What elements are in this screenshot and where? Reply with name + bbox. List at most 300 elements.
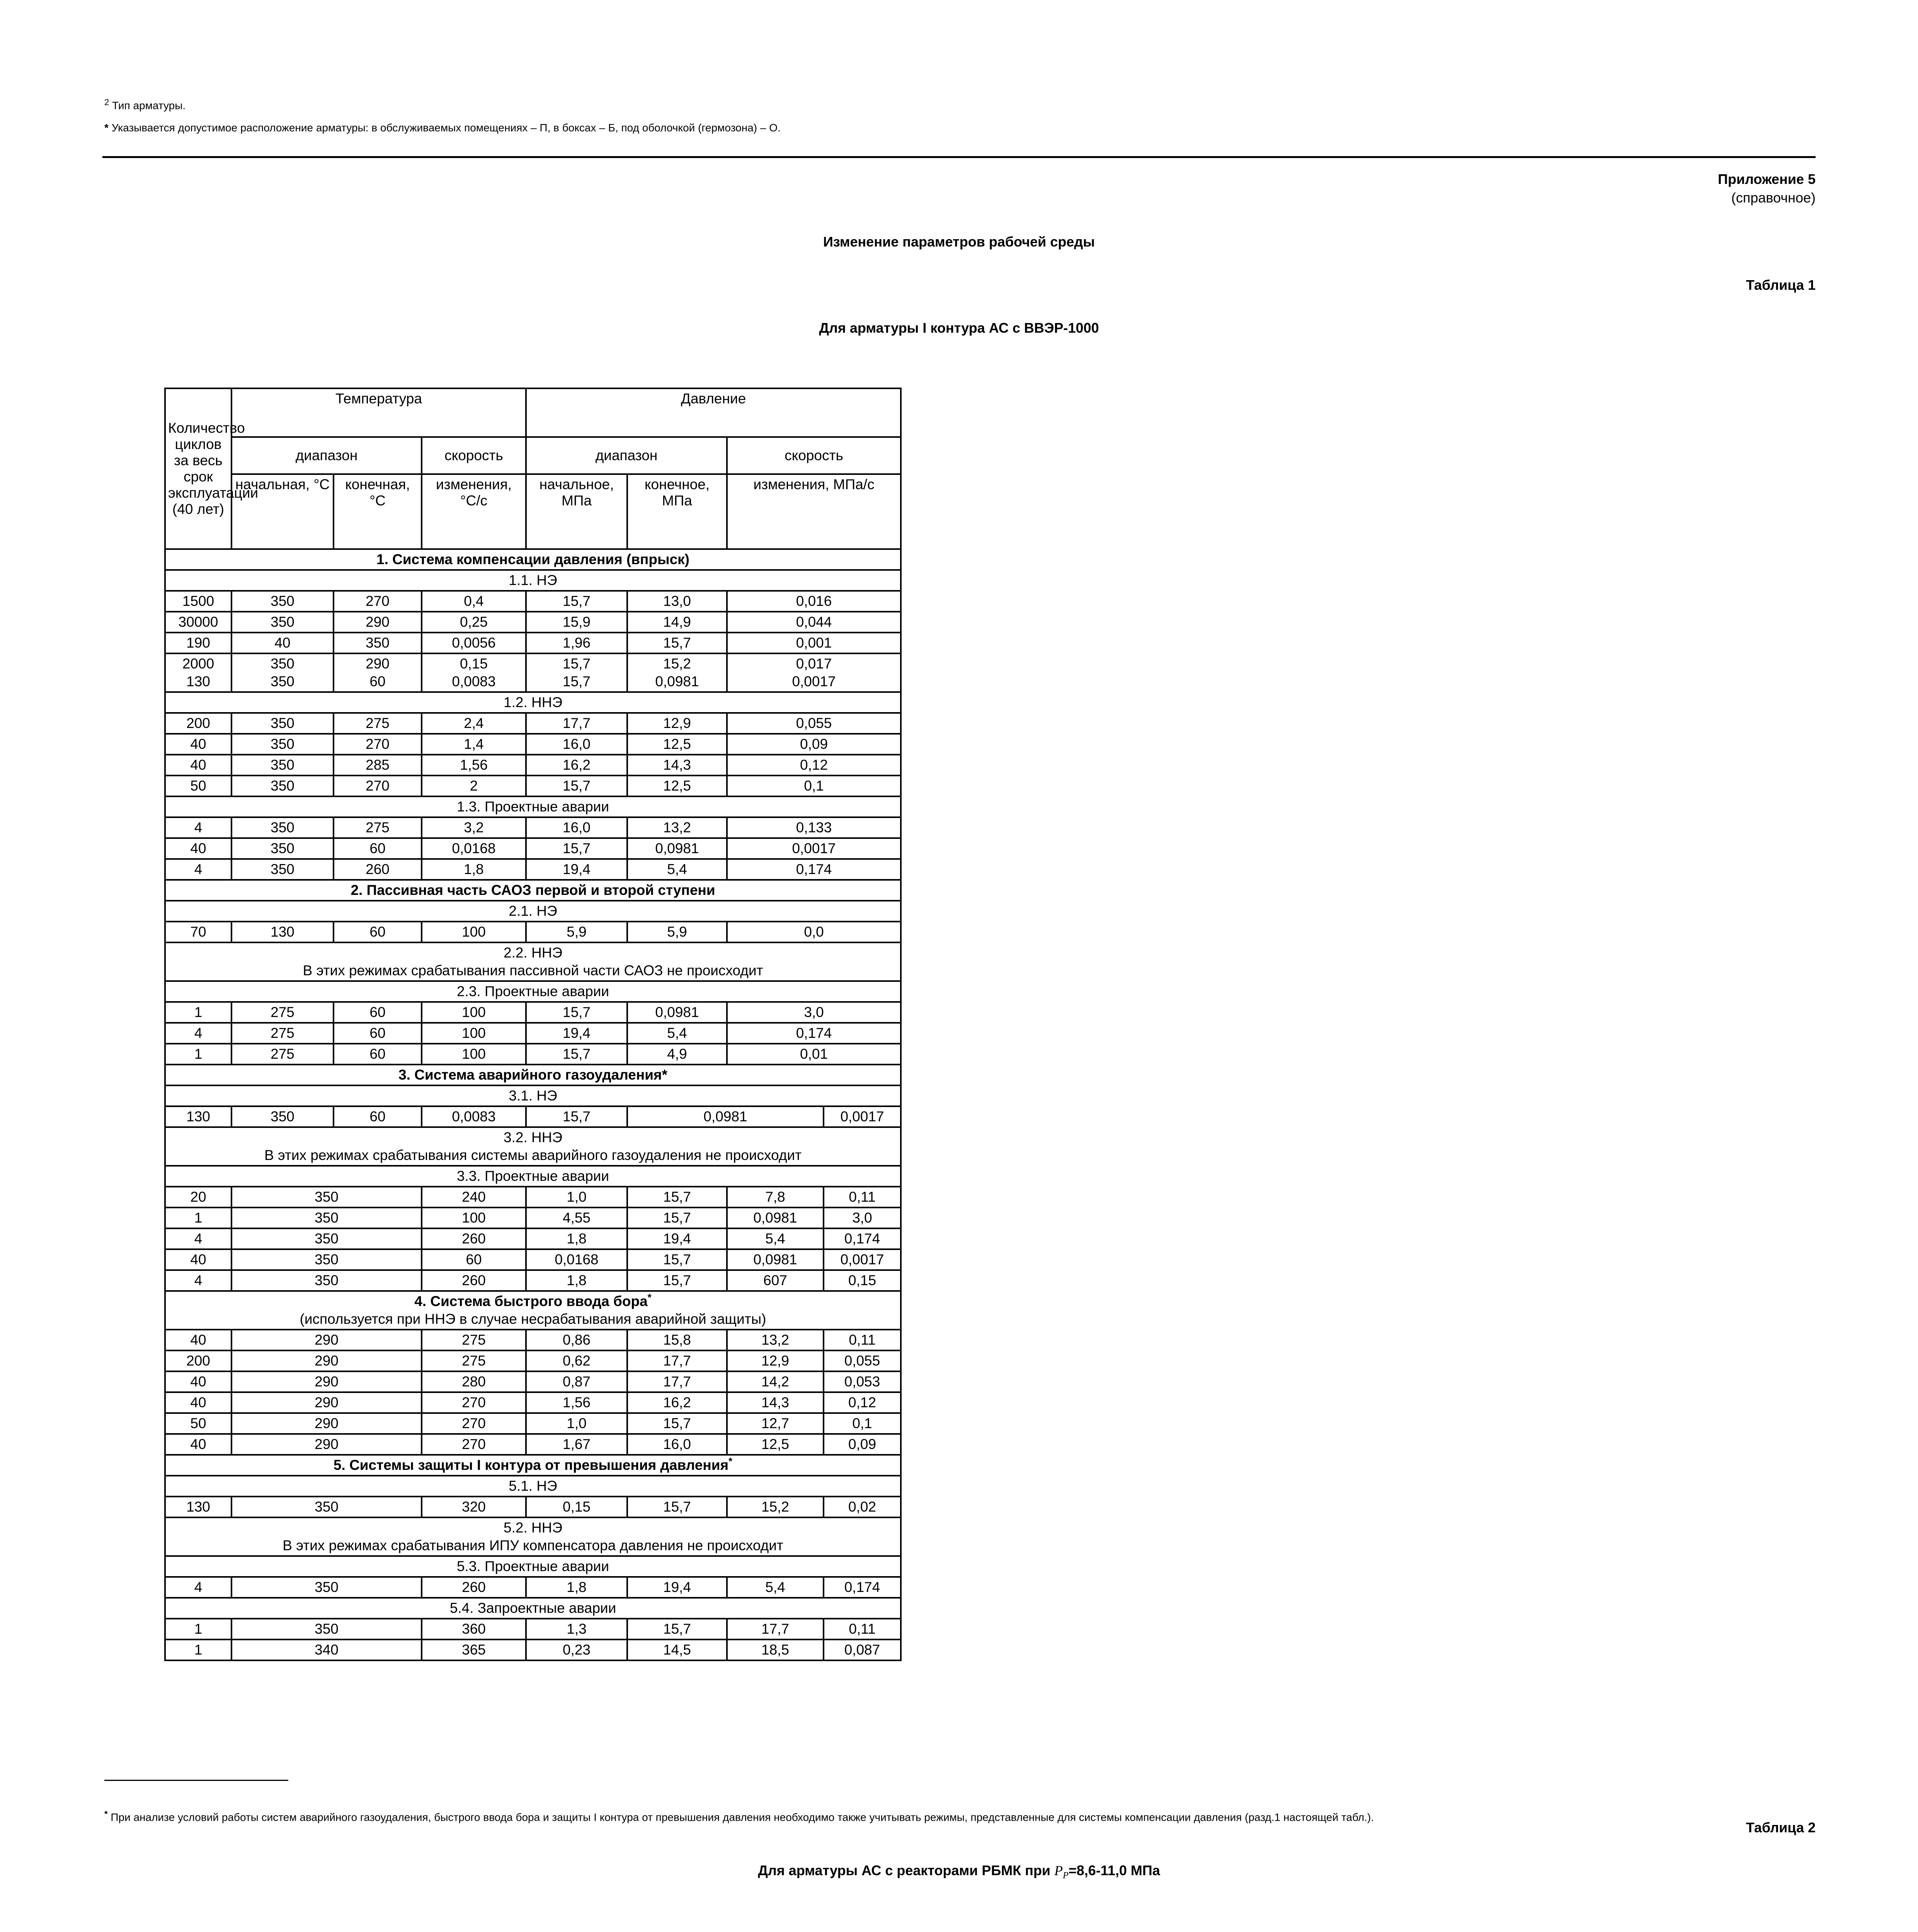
table-cell: 1,56 [526,1392,627,1413]
table-cell: 0,0017 [824,1106,901,1127]
appendix-subtitle: (справочное) [1731,190,1816,206]
table-cell: 15,7 [526,1002,627,1023]
table-cell: 0,11 [824,1619,901,1639]
table-cell: 607 [727,1270,824,1291]
table-cell: 15,7 [627,1270,727,1291]
subsection-title: 2.1. НЭ [165,901,901,922]
table-cell: 15,7 [526,776,627,796]
table-cell: 350 [231,1187,422,1208]
table-row [165,1002,901,1023]
table-cell: 350 [231,1497,422,1517]
table-cell: 15,7 15,7 [526,653,627,692]
table-cell: 15,7 [627,1249,727,1270]
table1-label: Таблица 1 [1746,277,1816,293]
table-cell: 13,2 [727,1330,824,1350]
table-cell: 1,0 [526,1413,627,1434]
table-cell: 16,0 [627,1434,727,1455]
table-cell: 15,7 [627,1413,727,1434]
table-cell: 0,4 [422,591,526,612]
table-cell: 3,2 [422,817,526,838]
table-cell: 13,0 [627,591,727,612]
footnote-mark: * [647,1291,652,1303]
table-cell: 1 [165,1639,231,1660]
table-cell: 350 [231,1249,422,1270]
note-text: Тип арматуры. [112,99,186,112]
footnote-mark: * [728,1455,733,1467]
table-cell: 200 [165,713,231,734]
table-cell: 0,087 [824,1639,901,1660]
table-cell: 290 [231,1392,422,1413]
table1-title: Для арматуры I контура АС с ВВЭР-1000 [819,320,1099,336]
table-row [165,1249,901,1270]
table-cell: 270 [334,776,422,796]
table-cell: 130 [165,1497,231,1517]
subsection-text: В этих режимах срабатывания пассивной части САОЗ не происходит [303,963,763,978]
table-cell: 275 [231,1002,334,1023]
table-cell: 350 [231,838,334,859]
table-cell: 1,8 [526,1270,627,1291]
table-cell: 15,7 [627,633,727,653]
table-cell: 1,96 [526,633,627,653]
table-cell: 260 [422,1270,526,1291]
table-cell: 1,56 [422,755,526,776]
table-cell: 30000 [165,612,231,633]
table-cell: 4,9 [627,1044,727,1065]
table-row [165,1497,901,1517]
table-cell: 240 [422,1187,526,1208]
table-cell: 0,174 [727,859,901,880]
table-cell: 12,7 [727,1413,824,1434]
table-cell: 16,0 [526,817,627,838]
table-row [165,1208,901,1228]
table-cell: 15,7 [627,1187,727,1208]
table-cell: 0,0981 [627,1002,727,1023]
table-cell: 0,15 [526,1497,627,1517]
section-title-text: 4. Система быстрого ввода бора [414,1293,648,1309]
section-title [165,1455,901,1476]
table-cell: 60 [334,1023,422,1044]
table-cell: 15,2 0,0981 [627,653,727,692]
header-temperature: Температура [231,388,526,437]
table-cell: 0,09 [727,734,901,755]
table-cell: 2 [422,776,526,796]
table-row [165,817,901,838]
section-title: 3. Система аварийного газоудаления* [165,1065,901,1085]
table-cell: 14,2 [727,1371,824,1392]
table-cell: 15,2 [727,1497,824,1517]
subsection-title: 5.1. НЭ [165,1476,901,1497]
subsection-text: В этих режимах срабатывания системы аварийного газоудаления не происходит [264,1147,802,1163]
table-cell: 0,0056 [422,633,526,653]
table-row [165,1413,901,1434]
table-cell: 0,02 [824,1497,901,1517]
table-cell: 365 [422,1639,526,1660]
table-row [165,591,901,612]
table-cell: 20 [165,1187,231,1208]
table-cell: 5,9 [526,922,627,942]
subsection-note [165,1127,901,1166]
table-row [165,1434,901,1455]
table-cell: 0,174 [824,1228,901,1249]
table-cell: 100 [422,922,526,942]
table-cell: 15,8 [627,1330,727,1350]
appendix-title: Приложение 5 [1718,171,1816,187]
table2-title-prefix: Для арматуры АС с реакторами РБМК при [758,1862,1055,1878]
table-cell: 100 [422,1044,526,1065]
table-row [165,1350,901,1371]
table-cell: 0,016 [727,591,901,612]
table-row [165,922,901,942]
table-row [165,1392,901,1413]
table-cell: 0,23 [526,1639,627,1660]
subsection-title: 2.3. Проектные аварии [165,981,901,1002]
table-cell: 100 [422,1023,526,1044]
table-cell: 350 [231,859,334,880]
table-cell: 1,4 [422,734,526,755]
header-pressure: Давление [526,388,901,437]
table-cell: 0,001 [727,633,901,653]
section-title [165,1291,901,1330]
table2-label: Таблица 2 [1746,1820,1816,1835]
table-cell: 290 [231,1413,422,1434]
header-p-rate: изменения, МПа/с [727,474,901,549]
table-cell: 15,7 [627,1208,727,1228]
table-cell: 0,0017 [727,838,901,859]
table-cell: 50 [165,776,231,796]
table-cell: 4 [165,1228,231,1249]
table-cell: 0,87 [526,1371,627,1392]
table-cell: 4 [165,817,231,838]
footnote-text: При анализе условий работы систем аварийного газоудаления, быстрого ввода бора и защиты I контура от превышения давления необходимо также учитывать режимы, представленные для системы компенсации давления (разд.1 настоящей табл.). [111,1811,1374,1823]
table-cell: 350 [231,1106,334,1127]
table-cell: 1,3 [526,1619,627,1639]
subsection-title: 2.2. ННЭ [504,945,563,961]
table-cell: 2,4 [422,713,526,734]
table-cell: 350 [231,1208,422,1228]
table-cell: 1 [165,1208,231,1228]
subsection-title: 5.4. Запроектные аварии [165,1598,901,1619]
table-cell: 70 [165,922,231,942]
table-cell: 350 [231,817,334,838]
table-cell: 350 [231,755,334,776]
table-cell: 14,9 [627,612,727,633]
section-title-text: 5. Системы защиты I контура от превышения давления [333,1457,729,1473]
header-t-rate: изменения, °С/с [422,474,526,549]
table-cell: 15,9 [526,612,627,633]
table-cell: 260 [422,1577,526,1598]
table-cell: 200 [165,1350,231,1371]
note-mark: 2 [104,97,109,107]
table-cell: 4 [165,1023,231,1044]
table-row [165,1639,901,1660]
table-cell: 15,7 [627,1619,727,1639]
table-row [165,1577,901,1598]
table-cell: 0,15 [824,1270,901,1291]
table-cell: 290 [334,612,422,633]
table-row [165,1270,901,1291]
table-cell: 0,25 [422,612,526,633]
table-cell: 16,0 [526,734,627,755]
table-cell: 17,7 [526,713,627,734]
table-cell: 350 [231,1270,422,1291]
table-cell: 0,09 [824,1434,901,1455]
note-type [104,95,186,113]
table-cell: 0,044 [727,612,901,633]
table-cell: 190 [165,633,231,653]
subsection-title: 1.3. Проектные аварии [165,796,901,817]
table-cell: 12,5 [727,1434,824,1455]
subsection-note [165,942,901,981]
table-cell: 5,4 [727,1228,824,1249]
table-cell: 1,8 [422,859,526,880]
table-row [165,1023,901,1044]
table-cell: 360 [422,1619,526,1639]
table-cell: 15,7 [526,838,627,859]
footnote [104,1807,1374,1825]
table-cell: 4,55 [526,1208,627,1228]
table-cell: 40 [165,838,231,859]
table-cell: 350 350 [231,653,334,692]
table-cell: 350 [334,633,422,653]
table-cell: 0,12 [727,755,901,776]
table-cell: 290 60 [334,653,422,692]
table-cell: 5,9 [627,922,727,942]
table-cell: 40 [165,1434,231,1455]
subsection-title: 3.1. НЭ [165,1085,901,1106]
table-cell: 275 [334,817,422,838]
table-cell: 350 [231,1228,422,1249]
table-cell: 14,3 [627,755,727,776]
header-t-final: конечная, °С [334,474,422,549]
table-cell: 1 [165,1044,231,1065]
appendix-heading: Изменение параметров рабочей среды [823,234,1095,250]
table-cell: 0,0168 [422,838,526,859]
table-cell: 60 [334,838,422,859]
table-cell: 0,0981 [627,1106,824,1127]
note-location [104,121,781,135]
table-cell: 285 [334,755,422,776]
table-cell: 350 [231,1577,422,1598]
table-cell: 0,0981 [627,838,727,859]
table-cell: 130 [231,922,334,942]
table-cell: 320 [422,1497,526,1517]
table-cell: 275 [422,1330,526,1350]
table-cell: 18,5 [727,1639,824,1660]
table-cell: 60 [334,1106,422,1127]
table-cell: 0,055 [824,1350,901,1371]
table-row [165,633,901,653]
header-p-final: конечное, МПа [627,474,727,549]
table-row [165,1330,901,1350]
table-cell: 270 [334,591,422,612]
table-cell: 350 [231,776,334,796]
table-cell: 15,7 [526,1106,627,1127]
table-cell: 270 [334,734,422,755]
subsection-title: 1.2. ННЭ [165,692,901,713]
table-cell: 2000 130 [165,653,231,692]
section-title: 1. Система компенсации давления (впрыск) [165,549,901,570]
table-cell: 340 [231,1639,422,1660]
table-row [165,1106,901,1127]
table-cell: 12,5 [627,734,727,755]
subsection-title: 3.3. Проектные аварии [165,1166,901,1187]
table-cell: 130 [165,1106,231,1127]
table-cell: 0,0981 [727,1249,824,1270]
table2-title-suffix: =8,6-11,0 МПа [1068,1862,1160,1878]
table-cell: 0,0981 [727,1208,824,1228]
table-cell: 0,174 [727,1023,901,1044]
note-mark: * [104,122,109,134]
table-cell: 16,2 [627,1392,727,1413]
header-cycles: Количество циклов за весь срок эксплуатации (40 лет) [165,388,231,549]
table-cell: 5,4 [627,859,727,880]
footnote-mark: * [104,1809,108,1819]
subsection-note [165,1517,901,1556]
pressure-symbol: P [1054,1863,1063,1878]
header-press-range: диапазон [526,437,727,474]
table-cell: 1500 [165,591,231,612]
subsection-title: 3.2. ННЭ [504,1129,563,1145]
table-cell: 275 [422,1350,526,1371]
parameters-table [164,388,902,1661]
table-cell: 0,11 [824,1330,901,1350]
subsection-text: В этих режимах срабатывания ИПУ компенсатора давления не происходит [283,1537,783,1553]
table-row [165,1619,901,1639]
table-cell: 0,0017 [824,1249,901,1270]
table-cell: 1,67 [526,1434,627,1455]
header-p-initial: начальное, МПа [526,474,627,549]
table-cell: 0,055 [727,713,901,734]
table-row [165,755,901,776]
section-title: 2. Пассивная часть САОЗ первой и второй ступени [165,880,901,901]
table-cell: 0,053 [824,1371,901,1392]
table-cell: 50 [165,1413,231,1434]
table-cell: 260 [422,1228,526,1249]
table-row [165,859,901,880]
table-row [165,1187,901,1208]
table-cell: 12,9 [627,713,727,734]
table-cell: 60 [334,922,422,942]
table-cell: 19,4 [526,859,627,880]
table-cell: 4 [165,1270,231,1291]
table-cell: 40 [165,755,231,776]
table-row [165,653,901,692]
table-cell: 100 [422,1002,526,1023]
table-cell: 100 [422,1208,526,1228]
table-cell: 260 [334,859,422,880]
table-cell: 12,9 [727,1350,824,1371]
note-text: Указывается допустимое расположение арматуры: в обслуживаемых помещениях – П, в боксах – Б, под оболочкой (гермозона) – О. [111,122,781,134]
table-cell: 5,4 [727,1577,824,1598]
table-cell: 40 [165,1392,231,1413]
separator-line [102,156,1816,158]
table-cell: 3,0 [727,1002,901,1023]
table-cell: 1 [165,1002,231,1023]
table-cell: 0,017 0,0017 [727,653,901,692]
table-cell: 350 [231,713,334,734]
table-cell: 14,3 [727,1392,824,1413]
table-cell: 4 [165,859,231,880]
table-cell: 1,0 [526,1187,627,1208]
table-cell: 16,2 [526,755,627,776]
subsection-title: 1.1. НЭ [165,570,901,591]
table-cell: 40 [165,1371,231,1392]
table-cell: 60 [334,1044,422,1065]
table-cell: 350 [231,612,334,633]
table-cell: 0,1 [727,776,901,796]
table-cell: 1,8 [526,1228,627,1249]
table-cell: 0,0083 [422,1106,526,1127]
table-cell: 290 [231,1371,422,1392]
table-cell: 5,4 [627,1023,727,1044]
table-cell: 270 [422,1434,526,1455]
table-cell: 1 [165,1619,231,1639]
header-t-initial: начальная, °С [231,474,334,549]
table-cell: 275 [334,713,422,734]
table-cell: 0,01 [727,1044,901,1065]
table-row [165,1228,901,1249]
table-cell: 290 [231,1330,422,1350]
table-cell: 0,86 [526,1330,627,1350]
table-cell: 19,4 [627,1228,727,1249]
table-cell: 19,4 [526,1023,627,1044]
header-temp-rate: скорость [422,437,526,474]
table-cell: 7,8 [727,1187,824,1208]
table-cell: 40 [165,1330,231,1350]
table-cell: 270 [422,1392,526,1413]
table-cell: 0,174 [824,1577,901,1598]
table-cell: 1,8 [526,1577,627,1598]
header-press-rate: скорость [727,437,901,474]
table-cell: 17,7 [727,1619,824,1639]
table-cell: 290 [231,1434,422,1455]
table-cell: 12,5 [627,776,727,796]
table-cell: 275 [231,1023,334,1044]
table-cell: 13,2 [627,817,727,838]
table-cell: 0,0168 [526,1249,627,1270]
subsection-title: 5.2. ННЭ [504,1520,563,1536]
table-cell: 40 [165,734,231,755]
table-cell: 0,0 [727,922,901,942]
table-row [165,1371,901,1392]
table-cell: 0,12 [824,1392,901,1413]
table-cell: 40 [165,1249,231,1270]
table-cell: 17,7 [627,1350,727,1371]
table-cell: 17,7 [627,1371,727,1392]
table-row [165,612,901,633]
table-cell: 60 [334,1002,422,1023]
subsection-title: 5.3. Проектные аварии [165,1556,901,1577]
table-cell: 60 [422,1249,526,1270]
table-cell: 270 [422,1413,526,1434]
table-cell: 280 [422,1371,526,1392]
table-cell: 290 [231,1350,422,1371]
table-cell: 0,62 [526,1350,627,1371]
table-cell: 350 [231,591,334,612]
pressure-subscript: P [1063,1871,1069,1881]
table-row [165,713,901,734]
table-cell: 0,133 [727,817,901,838]
table-cell: 4 [165,1577,231,1598]
table-cell: 275 [231,1044,334,1065]
table-cell: 0,1 [824,1413,901,1434]
header-temp-range: диапазон [231,437,422,474]
table-cell: 19,4 [627,1577,727,1598]
table2-title [0,1862,1918,1884]
table-cell: 0,11 [824,1187,901,1208]
footnote-separator [104,1780,288,1781]
table-cell: 14,5 [627,1639,727,1660]
